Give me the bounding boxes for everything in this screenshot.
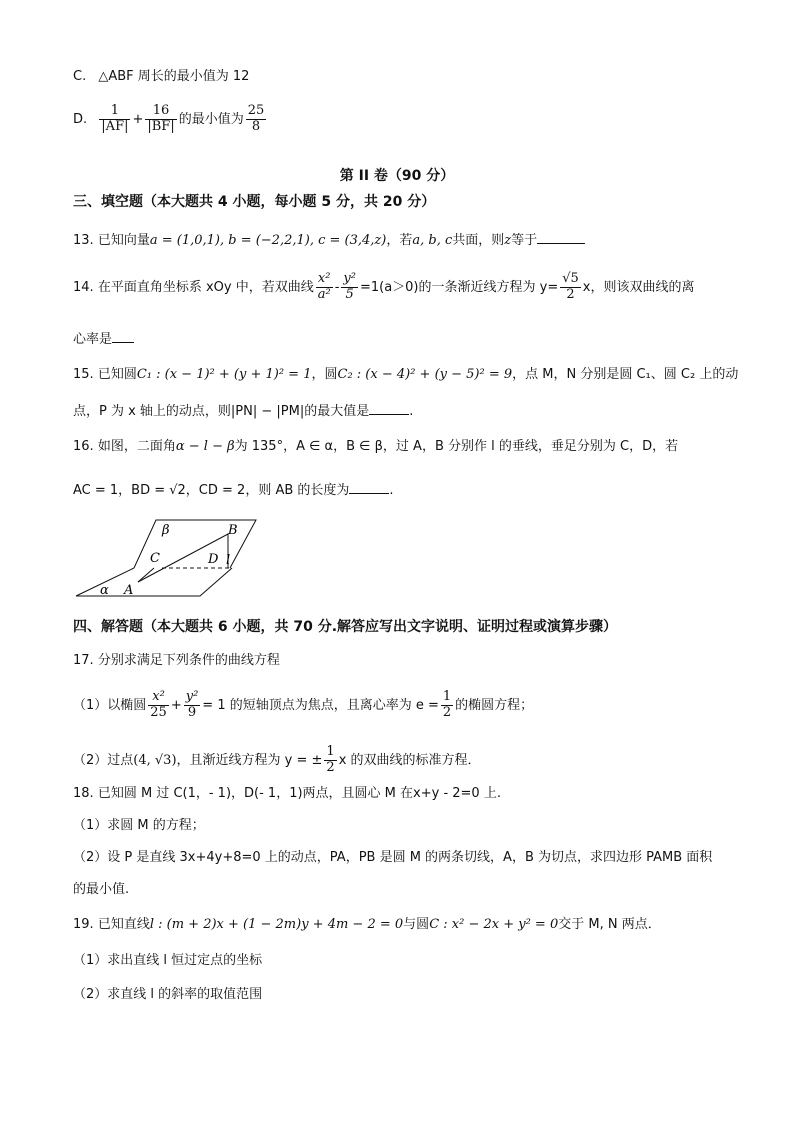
math-expression: C : x² − 2x + y² = 0: [429, 917, 559, 932]
question-14: [73, 272, 694, 303]
fraction: [324, 745, 336, 776]
question-text: 已知圆 M 过 C(1，- 1)，D(- 1，1)两点，且圆心 M 在x+y - 2=0 上.: [97, 786, 501, 801]
question-text: 点，P 为 x 轴上的动点，则|PN| − |PM|的最大值是: [73, 404, 370, 419]
fraction-denominator: a²: [317, 286, 331, 302]
fraction-denominator: 8: [251, 118, 261, 134]
question-text: =1(a＞0)的一条渐近线方程为 y=: [359, 279, 559, 295]
option-c-text: △ABF 周长的最小值为 12: [98, 69, 250, 84]
question-18-part-2: （2）设 P 是直线 3x+4y+8=0 上的动点，PA，PB 是圆 M 的两条切线，A，B 为切点，求四边形 PAMB 面积: [73, 850, 713, 865]
question-16: [73, 440, 678, 453]
question-text: 已知直线: [97, 917, 150, 932]
question-number: 14.: [73, 279, 94, 295]
question-text: 与圆: [403, 917, 430, 932]
fraction-numerator: 16: [145, 104, 176, 120]
question-17: [73, 654, 280, 667]
plus-sign: +: [170, 697, 182, 713]
answer-blank: [112, 330, 134, 343]
question-text: 分别求满足下列条件的曲线方程: [97, 653, 280, 668]
math-expression: C₁ : (x − 1)² + (y + 1)² = 1: [136, 367, 312, 382]
answer-blank: [349, 481, 389, 494]
question-18-part-1: （1）求圆 M 的方程；: [73, 818, 205, 833]
math-expression: a = (1,0,1), b = (−2,2,1), c = (3,4,z): [149, 233, 387, 248]
question-14-cont: [73, 330, 134, 346]
question-17-part-1: [73, 690, 533, 721]
option-d-value-fraction: [246, 104, 267, 135]
option-d: [73, 104, 268, 135]
question-19: [73, 918, 661, 931]
fraction-numerator: x²: [316, 272, 333, 288]
question-text: ，若: [386, 233, 413, 248]
math-expression: (4, √3): [133, 752, 177, 768]
option-d-fraction-1: [99, 104, 130, 135]
fraction-numerator: 1: [442, 689, 452, 704]
fraction-denominator: |BF|: [147, 118, 175, 134]
fraction-numerator: √5: [562, 271, 579, 286]
fraction: [148, 690, 169, 721]
question-18-part-2-cont: 的最小值.: [73, 882, 130, 897]
answer-blank: [369, 402, 409, 415]
question-15: [73, 368, 738, 381]
question-text: 已知圆: [97, 367, 137, 382]
question-text: 的椭圆方程；: [455, 697, 534, 713]
question-text: 心率是: [73, 332, 113, 347]
math-expression: a, b, c: [412, 233, 453, 248]
math-variable: z: [504, 233, 512, 248]
fraction-denominator: 9: [187, 704, 197, 720]
fraction-denominator: |AF|: [101, 118, 129, 134]
fraction-numerator: 25: [247, 103, 265, 118]
fraction: [341, 272, 358, 303]
label-d: D: [208, 552, 219, 567]
option-c: [73, 70, 249, 83]
fraction-denominator: 25: [150, 704, 167, 720]
question-text: （2）过点: [73, 752, 134, 768]
answer-blank: [537, 231, 585, 244]
question-number: 13.: [73, 233, 94, 248]
fraction-numerator: 1: [99, 104, 130, 120]
fraction: [184, 690, 201, 721]
question-text: x，则该双曲线的离: [582, 279, 695, 295]
question-18: [73, 787, 501, 800]
label-l: l: [226, 553, 231, 568]
question-text: 已知向量: [97, 233, 150, 248]
question-text: 等于: [511, 233, 538, 248]
question-number: 18.: [73, 786, 94, 801]
math-expression: l : (m + 2)x + (1 − 2m)y + 4m − 2 = 0: [149, 917, 404, 932]
question-text: ，点 M，N 分别是圆 C₁、圆 C₂ 上的动: [512, 367, 739, 382]
question-19-part-1: （1）求出直线 l 恒过定点的坐标: [73, 953, 263, 968]
question-19-part-2: （2）求直线 l 的斜率的取值范围: [73, 987, 263, 1002]
fraction-denominator: 5: [345, 286, 354, 302]
question-text: 在平面直角坐标系 xOy 中，若双曲线: [97, 279, 314, 295]
question-text: 交于 M, N 两点．: [558, 917, 661, 932]
question-text: ，且渐近线方程为 y = ±: [176, 752, 323, 768]
fraction-denominator: 2: [326, 759, 335, 775]
fraction: [441, 690, 453, 721]
question-text: 如图，二面角: [97, 439, 176, 454]
question-15-cont: 点，P 为 x 轴上的动点，则|PN| − |PM|的最大值是 .: [73, 404, 414, 419]
option-c-letter: C.: [73, 69, 87, 84]
question-13: [73, 231, 585, 247]
option-d-fraction-2: [145, 104, 176, 135]
fraction-numerator: y²: [343, 271, 356, 286]
section-3-title: 三、填空题（本大题共 4 小题，每小题 5 分，共 20 分）: [73, 194, 436, 210]
label-c: C: [150, 551, 160, 566]
question-17-part-2: [73, 745, 481, 776]
question-text: x 的双曲线的标准方程．: [338, 752, 481, 768]
question-number: 19.: [73, 917, 94, 932]
label-alpha: α: [100, 583, 109, 598]
fraction-numerator: x²: [148, 690, 169, 706]
fraction: [560, 272, 581, 303]
option-d-letter: D.: [73, 111, 88, 127]
dihedral-angle-figure: [72, 512, 262, 602]
question-text: AC = 1，BD = √2，CD = 2，则 AB 的长度为: [73, 483, 350, 498]
option-d-text: 的最小值为: [178, 111, 244, 127]
question-number: 17.: [73, 653, 94, 668]
question-text: （1）以椭圆: [73, 697, 147, 713]
question-16-cont: AC = 1，BD = √2，CD = 2，则 AB 的长度为 .: [73, 483, 394, 498]
fraction-numerator: 1: [326, 744, 335, 759]
math-expression: C₂ : (x − 4)² + (y − 5)² = 9: [337, 367, 513, 382]
question-text: = 1 的短轴顶点为焦点，且离心率为 e =: [202, 697, 439, 713]
question-text: 为 135°，A ∈ α，B ∈ β，过 A，B 分别作 l 的垂线，垂足分别为 C，D，若: [234, 439, 679, 454]
question-number: 16.: [73, 439, 94, 454]
label-b: B: [228, 523, 238, 538]
part-2-title: 第 II 卷（90 分）: [339, 168, 455, 184]
math-expression: α − l − β: [175, 439, 235, 454]
label-a: A: [124, 583, 134, 598]
fraction-denominator: 2: [566, 286, 575, 302]
plus-sign: +: [132, 111, 144, 127]
fraction-numerator: y²: [185, 689, 199, 704]
label-beta: β: [162, 523, 170, 538]
fraction: [316, 272, 333, 303]
fraction-denominator: 2: [442, 704, 452, 720]
question-text: ，圆: [311, 367, 338, 382]
question-text: 共面，则: [452, 233, 505, 248]
minus-sign: -: [334, 279, 340, 295]
section-4-title: 四、解答题（本大题共 6 小题，共 70 分.解答应写出文字说明、证明过程或演算步骤）: [73, 619, 618, 635]
question-number: 15.: [73, 367, 94, 382]
